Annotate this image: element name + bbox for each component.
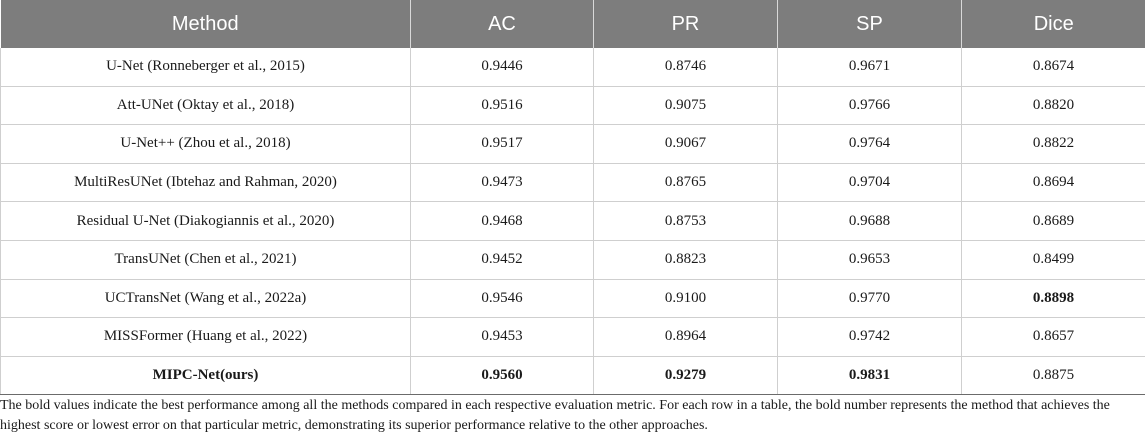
table-footnote: The bold values indicate the best performance among all the methods compared in each respective evaluation metric. For each row in a table, the bold number represents the method that achieves the highest score or lowest error on that particular metric, demonstrating its superior performance relative to the other approaches. (0, 398, 1110, 433)
ac-cell: 0.9452 (411, 240, 594, 279)
pr-cell-best: 0.9279 (594, 356, 778, 395)
dice-cell: 0.8694 (962, 163, 1145, 202)
pr-cell: 0.8753 (594, 202, 778, 241)
ac-cell: 0.9468 (411, 202, 594, 241)
table-row (1, 163, 1145, 202)
header-dice: Dice (962, 0, 1145, 48)
pr-cell: 0.9067 (594, 125, 778, 164)
dice-cell: 0.8674 (962, 48, 1145, 86)
method-cell: U-Net++ (Zhou et al., 2018) (1, 125, 411, 164)
pr-cell: 0.9075 (594, 86, 778, 125)
pr-cell: 0.9100 (594, 279, 778, 318)
method-cell-ours: MIPC-Net(ours) (1, 356, 411, 395)
ac-cell: 0.9446 (411, 48, 594, 86)
dice-cell: 0.8499 (962, 240, 1145, 279)
method-cell: Residual U-Net (Diakogiannis et al., 2020) (1, 202, 411, 241)
pr-cell: 0.8746 (594, 48, 778, 86)
method-cell: UCTransNet (Wang et al., 2022a) (1, 279, 411, 318)
sp-cell: 0.9704 (778, 163, 962, 202)
sp-cell: 0.9688 (778, 202, 962, 241)
header-method: Method (1, 0, 411, 48)
table-row (1, 86, 1145, 125)
dice-cell: 0.8689 (962, 202, 1145, 241)
table-row (1, 48, 1145, 86)
pr-cell: 0.8964 (594, 318, 778, 357)
sp-cell: 0.9770 (778, 279, 962, 318)
ac-cell: 0.9453 (411, 318, 594, 357)
header-sp: SP (778, 0, 962, 48)
table-row (1, 279, 1145, 318)
dice-cell: 0.8820 (962, 86, 1145, 125)
ac-cell: 0.9517 (411, 125, 594, 164)
table-row (1, 240, 1145, 279)
ac-cell-best: 0.9560 (411, 356, 594, 395)
table-row (1, 356, 1145, 395)
method-cell: MISSFormer (Huang et al., 2022) (1, 318, 411, 357)
table-row (1, 125, 1145, 164)
sp-cell: 0.9653 (778, 240, 962, 279)
dice-cell: 0.8822 (962, 125, 1145, 164)
header-pr: PR (594, 0, 778, 48)
table-header-row (1, 0, 1145, 48)
sp-cell-best: 0.9831 (778, 356, 962, 395)
ac-cell: 0.9516 (411, 86, 594, 125)
dice-cell-best: 0.8898 (962, 279, 1145, 318)
dice-cell: 0.8875 (962, 356, 1145, 395)
method-cell: TransUNet (Chen et al., 2021) (1, 240, 411, 279)
table-row (1, 318, 1145, 357)
pr-cell: 0.8823 (594, 240, 778, 279)
dice-cell: 0.8657 (962, 318, 1145, 357)
method-cell: MultiResUNet (Ibtehaz and Rahman, 2020) (1, 163, 411, 202)
method-cell: Att-UNet (Oktay et al., 2018) (1, 86, 411, 125)
sp-cell: 0.9671 (778, 48, 962, 86)
ac-cell: 0.9473 (411, 163, 594, 202)
table-row (1, 202, 1145, 241)
sp-cell: 0.9764 (778, 125, 962, 164)
pr-cell: 0.8765 (594, 163, 778, 202)
header-ac: AC (411, 0, 594, 48)
sp-cell: 0.9742 (778, 318, 962, 357)
sp-cell: 0.9766 (778, 86, 962, 125)
ac-cell: 0.9546 (411, 279, 594, 318)
method-cell: U-Net (Ronneberger et al., 2015) (1, 48, 411, 86)
